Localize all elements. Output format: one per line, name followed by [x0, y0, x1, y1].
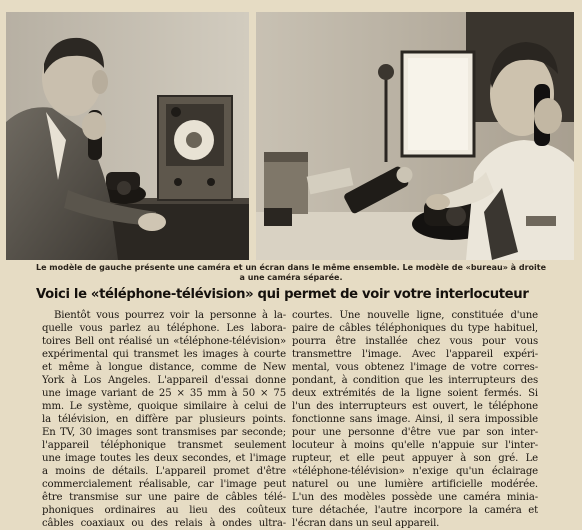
text-line: commercialement réalisable, car l'image peut	[42, 479, 286, 490]
photo-left-illustration	[6, 12, 249, 260]
text-line: locuteur à moins qu'elle n'appuie sur l'inter-	[292, 440, 538, 451]
text-line: ture détachée, l'autre incorpore la caméra et	[292, 505, 538, 516]
text-line: quelle vous parlez au téléphone. Les labora-	[42, 323, 286, 334]
photo-caption	[10, 263, 572, 283]
text-line: Bientôt vous pourrez voir la personne à la-	[54, 310, 286, 321]
text-line: deux extrémités de la ligne soient fermés. Si	[292, 388, 538, 399]
text-line: paire de câbles téléphoniques du type habituel,	[292, 323, 538, 334]
text-line: la télévision, en diffère par plusieurs points.	[42, 414, 286, 425]
text-line: L'un des modèles possède une caméra minia-	[292, 492, 538, 503]
text-line: rupteur, et elle peut appuyer à son gré. Le	[292, 453, 538, 464]
photo-desk-model-combined	[6, 12, 249, 260]
text-line: l'appareil téléphonique transmet seulement	[42, 440, 286, 451]
text-line: une image variant de 25 × 35 mm à 50 × 75	[42, 388, 286, 399]
text-line: York à Los Angeles. L'appareil d'essai donne	[42, 375, 286, 386]
text-line: «téléphone-télévision» n'exige qu'un éclairage	[292, 466, 538, 477]
text-line: câbles coaxiaux ou des relais à ondes ultra-	[42, 518, 286, 529]
article-headline: Voici le «téléphone-télévision» qui permet de voir votre interlocuteur	[36, 287, 529, 302]
article-column-right	[292, 309, 538, 530]
text-line: une image toutes les deux secondes, et l'image	[42, 453, 286, 464]
text-line: pondant, à condition que les interrupteurs des	[292, 375, 538, 386]
text-line: l'un des interrupteurs est ouvert, le téléphone	[292, 401, 538, 412]
text-line: fonctionne sans image. Ainsi, il sera impossible	[292, 414, 538, 425]
text-line: courtes. Une nouvelle ligne, constituée d'une	[292, 310, 538, 321]
article-column-left	[42, 309, 286, 530]
photo-right-illustration	[256, 12, 574, 260]
text-line: naturel ou une lumière artificielle modérée.	[292, 479, 538, 490]
photo-row	[6, 12, 574, 260]
text-line: phoniques ordinaires au lieu des coûteux	[42, 505, 286, 516]
text-line: pour une personne d'être vue par son inter-	[292, 427, 538, 438]
text-line: toires Bell ont réalisé un «téléphone-télévision»	[42, 336, 286, 347]
text-line: transmettre l'image. Avec l'appareil expéri-	[292, 349, 538, 360]
photo-office-model-separate-camera	[256, 12, 574, 260]
text-line: mm. Le système, quoique similaire à celui de	[42, 401, 286, 412]
text-line: expérimental qui transmet les images à courte	[42, 349, 286, 360]
text-line: et même à longue distance, comme de New	[42, 362, 286, 373]
text-line: mental, vous obtenez l'image de votre corres-	[292, 362, 538, 373]
text-line: En TV, 30 images sont transmises par seconde;	[42, 427, 286, 438]
text-line: pourra être installée chez vous pour vous	[292, 336, 538, 347]
text-line: être transmise sur une paire de câbles télé-	[42, 492, 286, 503]
text-line: l'écran dans un seul appareil.	[292, 518, 440, 529]
caption-line-1: Le modèle de gauche présente une caméra et un écran dans le même ensemble. Le modèle de «bureau» à droite	[35, 263, 547, 272]
text-line: a moins de détails. L'appareil promet d'être	[42, 466, 286, 477]
caption-line-2: a une caméra séparée.	[239, 273, 343, 282]
